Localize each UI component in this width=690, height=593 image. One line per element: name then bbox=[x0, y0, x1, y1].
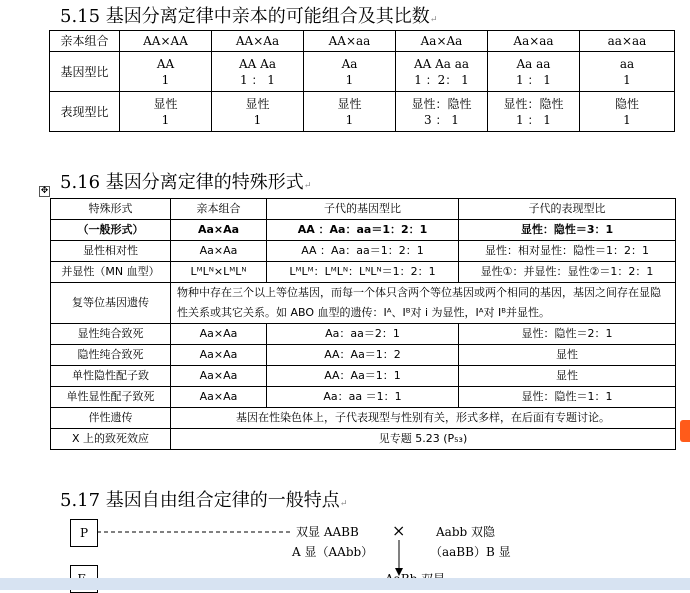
table-cell: AA ：Aa：aa＝1：2：1 bbox=[267, 241, 459, 262]
header-cell: 子代的表现型比 bbox=[459, 199, 676, 220]
merged-cell: 基因在性染色体上，子代表现型与性别有关，形式多样，在后面有专题讨论。 bbox=[171, 408, 676, 429]
header-cell: Aa×aa bbox=[488, 31, 580, 52]
parent1-alt-label: A 显（AAbb） bbox=[292, 545, 374, 559]
floating-side-widget[interactable] bbox=[680, 420, 690, 442]
table-row bbox=[50, 31, 675, 52]
table-cell: AA：Aa＝1：2 bbox=[267, 345, 459, 366]
header-cell: aa×aa bbox=[580, 31, 675, 52]
special-forms-table bbox=[50, 198, 676, 450]
table-move-handle-icon[interactable]: ✥ bbox=[40, 186, 49, 196]
table-cell: LᴹLᴺ×LᴹLᴺ bbox=[171, 262, 267, 283]
section-517-title: 5.17 基因自由组合定律的一般特点↵ bbox=[60, 490, 348, 511]
row-label: 表现型比 bbox=[50, 92, 120, 132]
table-cell: 显性：隐性 3 ： 1 bbox=[396, 92, 488, 132]
table-cell: Aa×Aa bbox=[171, 241, 267, 262]
table-cell: 复等位基因遗传 bbox=[51, 283, 171, 324]
parent-combination-table bbox=[49, 30, 675, 132]
table-cell: 显性相对性 bbox=[51, 241, 171, 262]
table-cell: Aa：aa ＝1：1 bbox=[267, 387, 459, 408]
table-row bbox=[51, 241, 676, 262]
header-cell: 特殊形式 bbox=[51, 199, 171, 220]
section-516-title: 5.16 基因分离定律的特殊形式↵ bbox=[60, 172, 312, 193]
header-cell: 子代的基因型比 bbox=[267, 199, 459, 220]
table-row bbox=[51, 324, 676, 345]
table-row bbox=[50, 92, 675, 132]
table-cell: 显性：相对显性：隐性＝1：2：1 bbox=[459, 241, 676, 262]
table-cell: AA ：Aa：aa＝1：2：1 bbox=[267, 220, 459, 241]
table-cell: 隐性纯合致死 bbox=[51, 345, 171, 366]
table-cell: 并显性（MN 血型） bbox=[51, 262, 171, 283]
table-row bbox=[51, 366, 676, 387]
table-cell: AA 1 bbox=[120, 52, 212, 92]
header-cell: 亲本组合 bbox=[50, 31, 120, 52]
table-cell: Aa×Aa bbox=[171, 387, 267, 408]
table-cell: 显性 bbox=[459, 345, 676, 366]
table-row bbox=[51, 345, 676, 366]
table-cell: 显性：隐性＝3：1 bbox=[459, 220, 676, 241]
header-cell: AA×Aa bbox=[212, 31, 304, 52]
table-cell: AA：Aa＝1：1 bbox=[267, 366, 459, 387]
table-cell: 显性：隐性 1 ： 1 bbox=[488, 92, 580, 132]
table-row bbox=[51, 387, 676, 408]
table-cell: Aa×Aa bbox=[171, 324, 267, 345]
merged-cell: 物种中存在三个以上等位基因，而每一个体只含两个等位基因或两个相同的基因，基因之间存在显隐性关系或其它关系。如 ABO 血型的遗传：Iᴬ、Iᴮ对 i 为显性，Iᴬ对 Iᴮ并显性。 bbox=[171, 283, 676, 324]
table-cell: AA Aa 1 ： 1 bbox=[212, 52, 304, 92]
merged-cell: 见专题 5.23 (P₅₃) bbox=[171, 429, 676, 450]
table-cell: 显性纯合致死 bbox=[51, 324, 171, 345]
table-row bbox=[51, 283, 676, 324]
table-cell: 显性 1 bbox=[120, 92, 212, 132]
table-row bbox=[51, 408, 676, 429]
table-cell: 显性 1 bbox=[304, 92, 396, 132]
header-cell: AA×aa bbox=[304, 31, 396, 52]
p-generation-box: P bbox=[70, 519, 98, 547]
parent2-label: Aabb 双隐 bbox=[436, 525, 495, 539]
table-cell: Aa：aa＝2：1 bbox=[267, 324, 459, 345]
table-cell: X 上的致死效应 bbox=[51, 429, 171, 450]
table-cell: Aa×Aa bbox=[171, 345, 267, 366]
table-cell: 显性：隐性＝1：1 bbox=[459, 387, 676, 408]
table-cell: 显性 bbox=[459, 366, 676, 387]
table-row bbox=[51, 429, 676, 450]
table-cell: Aa 1 bbox=[304, 52, 396, 92]
table-cell: 伴性遗传 bbox=[51, 408, 171, 429]
table-cell: 隐性 1 bbox=[580, 92, 675, 132]
table-cell: Aa×Aa bbox=[171, 366, 267, 387]
table-cell: 单性显性配子致死 bbox=[51, 387, 171, 408]
table-row bbox=[51, 199, 676, 220]
table-cell: 显性①：并显性：显性②＝1：2：1 bbox=[459, 262, 676, 283]
header-cell: 亲本组合 bbox=[171, 199, 267, 220]
window-bottom-bar bbox=[0, 578, 690, 590]
section-515-title: 5.15 基因分离定律中亲本的可能组合及其比数↵ bbox=[60, 6, 438, 27]
table-cell: Aa aa 1 ： 1 bbox=[488, 52, 580, 92]
parent1-label: 双显 AABB bbox=[296, 525, 359, 539]
table-cell: 显性 1 bbox=[212, 92, 304, 132]
table-cell: LᴹLᴹ：LᴹLᴺ：LᴺLᴺ＝1：2：1 bbox=[267, 262, 459, 283]
table-row bbox=[51, 262, 676, 283]
parent2-alt-label: （aaBB）B 显 bbox=[430, 545, 511, 559]
cross-symbol: × bbox=[392, 521, 406, 540]
table-cell: Aa×Aa bbox=[171, 220, 267, 241]
table-cell: 单性隐性配子致 bbox=[51, 366, 171, 387]
table-cell: 显性：隐性＝2：1 bbox=[459, 324, 676, 345]
table-cell: （一般形式） bbox=[51, 220, 171, 241]
table-row bbox=[50, 52, 675, 92]
table-cell: AA Aa aa 1 ：2： 1 bbox=[396, 52, 488, 92]
header-cell: Aa×Aa bbox=[396, 31, 488, 52]
header-cell: AA×AA bbox=[120, 31, 212, 52]
table-cell: aa 1 bbox=[580, 52, 675, 92]
table-row bbox=[51, 220, 676, 241]
row-label: 基因型比 bbox=[50, 52, 120, 92]
